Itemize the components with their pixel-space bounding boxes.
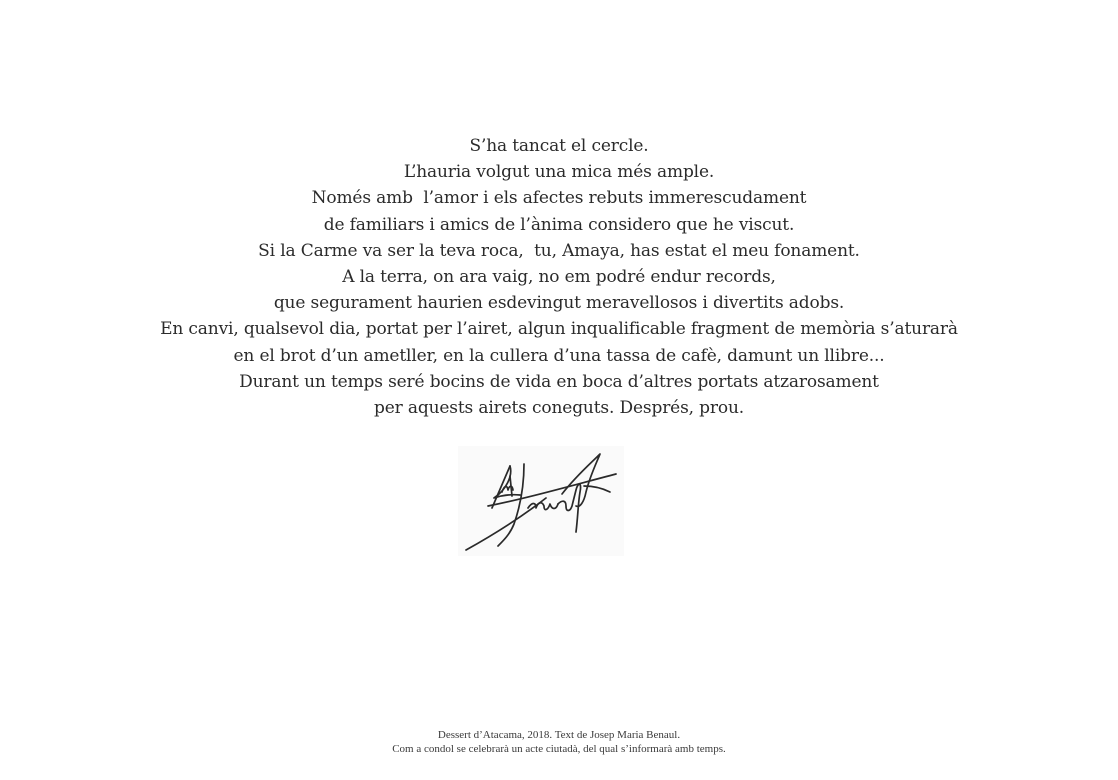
poem-line: per aquests airets coneguts. Després, prou.: [373, 398, 745, 419]
footer-note: [0, 728, 1118, 756]
footer-announcement: Com a condol se celebrarà un acte ciutadà, del qual s’informarà amb temps.: [392, 743, 726, 755]
poem-line: En canvi, qualsevol dia, portat per l’airet, algun inqualificable fragment de memòria s’aturarà: [160, 319, 958, 340]
poem-line: de familiars i amics de l’ànima considero que he viscut.: [323, 214, 795, 235]
poem-line: en el brot d’un ametller, en la cullera d’una tassa de cafè, damunt un llibre...: [233, 345, 885, 366]
handwritten-signature-icon: [458, 446, 624, 556]
poem-line: Només amb l’amor i els afectes rebuts immerescudament: [311, 188, 807, 209]
poem-line: que segurament haurien esdevingut meravellosos i divertits adobs.: [273, 293, 845, 314]
poem-text: [0, 133, 1118, 421]
poem-line: L’hauria volgut una mica més ample.: [403, 162, 715, 183]
poem-line: A la terra, on ara vaig, no em podré endur records,: [342, 267, 776, 288]
poem-line: Durant un temps seré bocins de vida en boca d’altres portats atzarosament: [239, 371, 879, 392]
footer-credit: Dessert d’Atacama, 2018. Text de Josep Maria Benaul.: [437, 729, 681, 741]
poem-line: S’ha tancat el cercle.: [469, 136, 649, 156]
poem-line: Si la Carme va ser la teva roca, tu, Amaya, has estat el meu fonament.: [258, 240, 860, 261]
